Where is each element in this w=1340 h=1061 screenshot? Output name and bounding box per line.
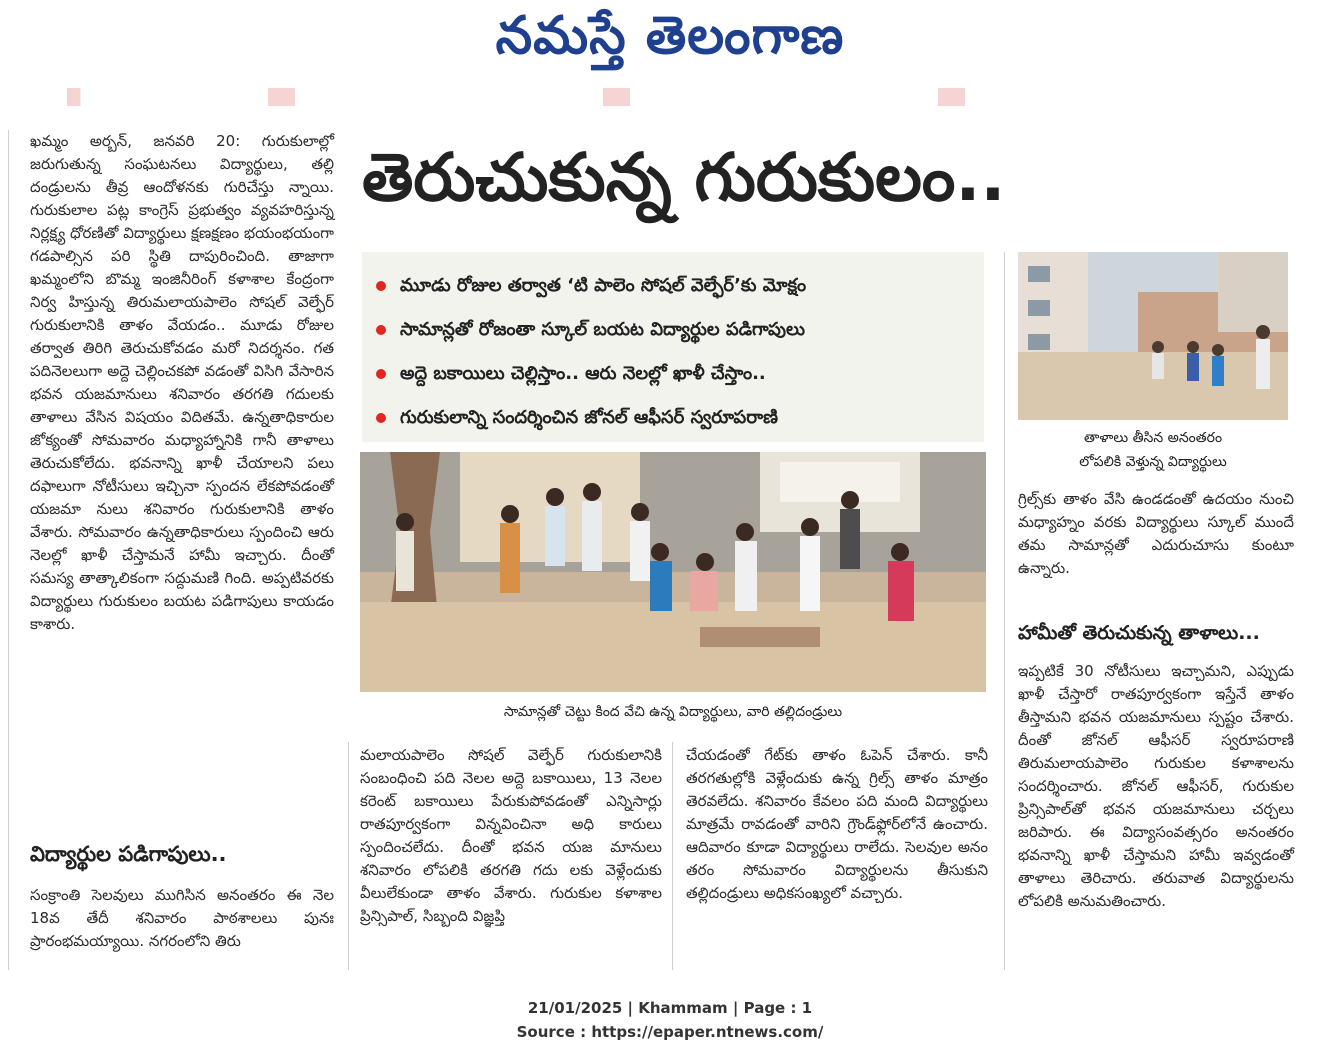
col1-text2: సంక్రాంతి సెలవులు ముగిసిన అనంతరం ఈ నెల 18వ తేదీ శనివారం పాఠశాలలు పునః ప్రారంభమయ్యాయి. నగరంలోని తిరు <box>30 886 334 950</box>
footer-date-line: 21/01/2025 | Khammam | Page : 1 <box>527 999 813 1017</box>
bullet-dot-icon <box>376 413 386 423</box>
photo-students-under-tree-image <box>360 452 986 692</box>
bullet-dot-icon <box>376 281 386 291</box>
page-footer <box>0 996 1340 1044</box>
bullet-dot-icon <box>376 369 386 379</box>
col4-text: గ్రిల్స్‌కు తాళం వేసి ఉండడంతో ఉదయం నుంచి మధ్యాహ్నం వరకు విద్యార్థులు స్కూల్ ముందే తమ సామాన్లతో ఎదురుచూసు కుంటూ ఉన్నారు. <box>1018 490 1294 577</box>
bullet-item: మూడు రోజుల తర్వాత ‘టి పాలెం సోషల్ వెల్ఫేర్’కు మోక్షం <box>376 264 970 308</box>
bullet-item: గురుకులాన్ని సందర్శించిన జోనల్ ఆఫీసర్ స్వరూపరాణి <box>376 396 970 440</box>
photo-students-entering-image <box>1018 252 1288 420</box>
photo-students-entering <box>1018 252 1288 420</box>
masthead <box>0 0 1340 78</box>
bullet-box <box>362 252 984 442</box>
footer-source-line: Source : https://epaper.ntnews.com/ <box>516 1023 824 1041</box>
col4-subhead: హామీతో తెరుచుకున్న తాళాలు... <box>1018 622 1260 644</box>
col2-text: మలాయపాలెం సోషల్ వెల్ఫేర్ గురుకులానికి సంబంధించి పది నెలల అద్దె బకాయిలు, 13 నెలల కరెంట్ బకాయిలు పేరుకుపోవడంతో ఎన్నిసార్లు రాతపూర్వకంగా విన్నవించినా అధి కారులు స్పందించలేదు. దీంతో భవన యజ మానులు శనివారం లోపలికి తరగతి గదు లకు వెళ్లేందుకు వీలులేకుండా తాళం వేశారు. గురుకుల కళాశాల ప్రిన్సిపాల్, సిబ్బంది విజ్ఞప్తి <box>360 746 662 925</box>
column-1 <box>30 130 334 636</box>
column-3 <box>686 744 988 905</box>
newspaper-logo: నమస్తే తెలంగాణ <box>495 6 845 66</box>
column-4 <box>1018 488 1294 580</box>
photo-students-under-tree <box>360 452 986 692</box>
col1-text: ఖమ్మం అర్బన్, జనవరి 20: గురుకులాల్లో జరుగుతున్న సంఘటనలు విద్యార్థులు, తల్లి దండ్రులను తీవ్ర ఆందోళనకు గురిచేస్తు న్నాయి. గురుకులాల పట్ల కాంగ్రెస్ ప్రభుత్వం వ్యవహరిస్తున్న నిర్లక్ష్య ధోరణితో విద్యార్థులు క్షణక్షణం భయంభయంగా గడపాల్సిన పరి స్థితి దాపురించింది. తాజాగా ఖమ్మంలోని బొమ్మ ఇంజినీరింగ్ కళాశాల కేంద్రంగా నిర్వ హిస్తున్న తిరుమలాయపాలెం సోషల్ వెల్ఫేర్ గురుకులానికి తాళం వేయడం.. మూడు రోజుల తర్వాత తిరిగి తెరుచుకోవడం మరో నిదర్శనం. గత పదినెలలుగా అద్దె చెల్లించకపో వడంతో విసిగి వేసారిన భవన యజమానులు శనివారం తరగతి గదులకు తాళాలు వేసిన విషయం విదితమే. ఉన్నతాధికారుల జోక్యంతో సోమవారం మధ్యాహ్నానికి గానీ తాళాలు తెరుచుకోలేదు. భవనాన్ని ఖాళీ చేయాలని పలు దఫాలుగా నోటీసులు ఇచ్చినా స్పందన లేకపోవడంతో యజమా నులు శనివారం గురుకులానికి తాళం వేశారు. సోమవారం ఉన్నతాధికారులు స్పందించి ఆరు నెలల్లో ఖాళీ చేస్తామనే హామీ ఇచ్చారు. దీంతో సమస్య తాత్కాలికంగా సద్దుమణి గింది. అప్పటివరకు విద్యార్థులు గురుకులం బయట పడిగాపులు కాయడం కాశారు. <box>30 132 334 633</box>
bullet-item: అద్దె బకాయిలు చెల్లిస్తాం.. ఆరు నెలల్లో ఖాళీ చేస్తాం.. <box>376 352 970 396</box>
headline: తెరుచుకున్న గురుకులం.. <box>362 139 1006 216</box>
col1-subhead: విద్యార్థుల పడిగాపులు.. <box>30 842 227 866</box>
col-rule-1 <box>348 742 349 970</box>
column-2 <box>360 744 662 928</box>
header-strip <box>0 88 1340 106</box>
photo-main-caption: సామాన్లతో చెట్టు కింద వేచి ఉన్న విద్యార్థులు, వారి తల్లిదండ్రులు <box>503 704 843 720</box>
col4-text2: ఇప్పటికే 30 నోటీసులు ఇచ్చామని, ఎప్పుడు ఖాళీ చేస్తారో రాతపూర్వకంగా ఇస్తేనే తాళం తీస్తామని భవన యజమానులు స్పష్టం చేశారు. దీంతో జోనల్ ఆఫీసర్ స్వరూపరాణి తిరుమలాయపాలెం గురుకుల కళాశాలను సందర్శించారు. జోనల్ ఆఫీసర్, గురుకుల ప్రిన్సిపాల్‌తో భవన యజమానులు చర్చలు జరిపారు. ఈ విద్యాసంవత్సరం అనంతరం భవనాన్ని ఖాళీ చేస్తామని హామీ ఇవ్వడంతో తాళాలు తెరిచారు. తరువాత విద్యార్థులను లోపలికి అనుమతించారు. <box>1018 662 1294 910</box>
col-rule-3 <box>1004 252 1005 970</box>
photo-right-caption: తాళాలు తీసిన అనంతరం లోపలికి వెళ్తున్న విద్యార్థులు <box>1079 430 1227 470</box>
bullet-dot-icon <box>376 325 386 335</box>
left-rule <box>8 130 9 970</box>
col3-text: చేయడంతో గేట్‌కు తాళం ఓపెన్ చేశారు. కానీ తరగతుల్లోకి వెళ్లేందుకు ఉన్న గ్రిల్స్ తాళం మాత్రం తెరవలేదు. శనివారం కేవలం పది మంది విద్యార్థులు మాత్రమే రావడంతో వారిని గ్రౌండ్‌ఫ్లోర్‌లోనే ఉంచారు. ఆదివారం కూడా విద్యార్థులు రాలేదు. సెలవుల అనం తరం సోమవారం విద్యార్థులను తీసుకుని తల్లిదండ్రులు అధికసంఖ్యలో వచ్చారు. <box>686 746 988 902</box>
column-1-continued <box>30 884 334 953</box>
column-4-continued <box>1018 660 1294 913</box>
bullet-item: సామాన్లతో రోజంతా స్కూల్ బయట విద్యార్థుల పడిగాపులు <box>376 308 970 352</box>
col-rule-2 <box>672 742 673 970</box>
